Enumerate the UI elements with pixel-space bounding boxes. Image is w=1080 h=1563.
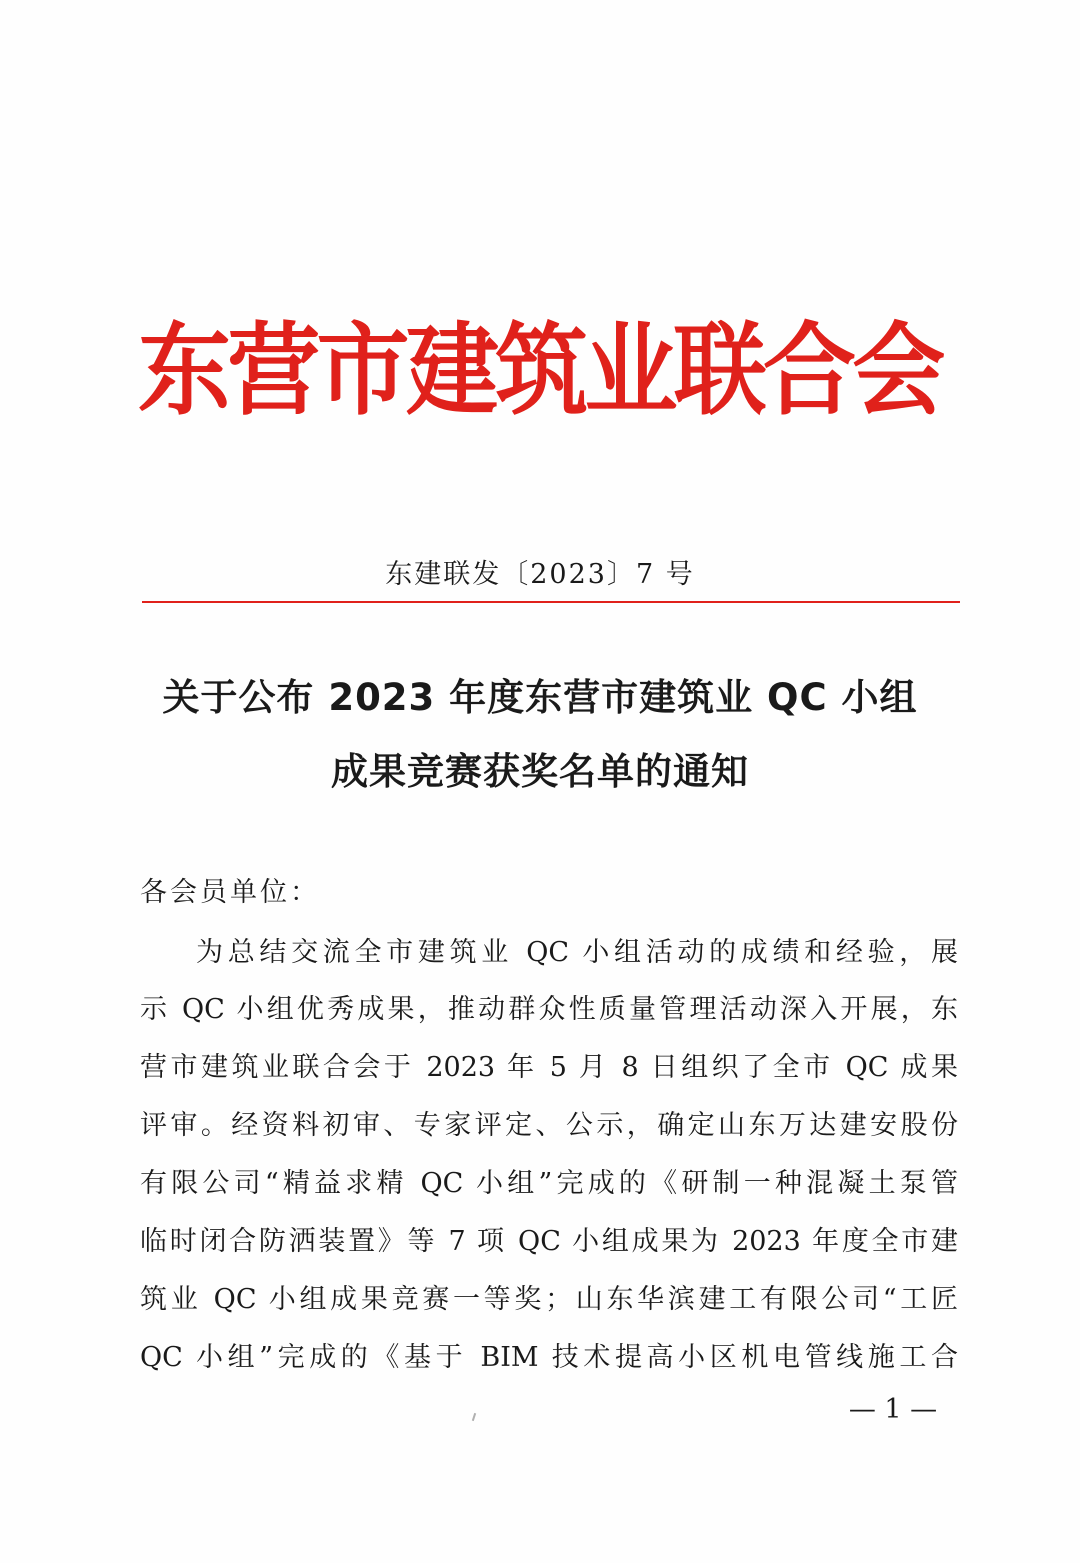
letterhead-org-name: 东营市建筑业联合会 <box>138 311 942 429</box>
body-line: 为总结交流全市建筑业 QC 小组活动的成绩和经验，展 <box>196 937 958 968</box>
body-line: 有限公司“精益求精 QC 小组”完成的《研制一种混凝土泵管 <box>140 1168 958 1199</box>
letterhead-divider <box>142 601 960 603</box>
body-line: 筑业 QC 小组成果竞赛一等奖；山东华滨建工有限公司“工匠 <box>140 1284 958 1315</box>
salutation: 各会员单位： <box>140 877 320 908</box>
scan-speck <box>472 1413 476 1421</box>
page-number: — 1 — <box>848 1394 938 1425</box>
body-line: 示 QC 小组优秀成果，推动群众性质量管理活动深入开展，东 <box>140 994 958 1025</box>
document-number: 东建联发〔2023〕7 号 <box>385 559 695 590</box>
document-title-line-1: 关于公布 2023 年度东营市建筑业 QC 小组 <box>162 676 918 719</box>
body-line: 营市建筑业联合会于 2023 年 5 月 8 日组织了全市 QC 成果 <box>140 1052 958 1083</box>
body-line: QC 小组”完成的《基于 BIM 技术提高小区机电管线施工合 <box>140 1342 958 1373</box>
body-line: 临时闭合防洒装置》等 7 项 QC 小组成果为 2023 年度全市建 <box>140 1226 958 1257</box>
document-title-line-2: 成果竞赛获奖名单的通知 <box>331 750 749 793</box>
body-line: 评审。经资料初审、专家评定、公示，确定山东万达建安股份 <box>140 1110 958 1141</box>
